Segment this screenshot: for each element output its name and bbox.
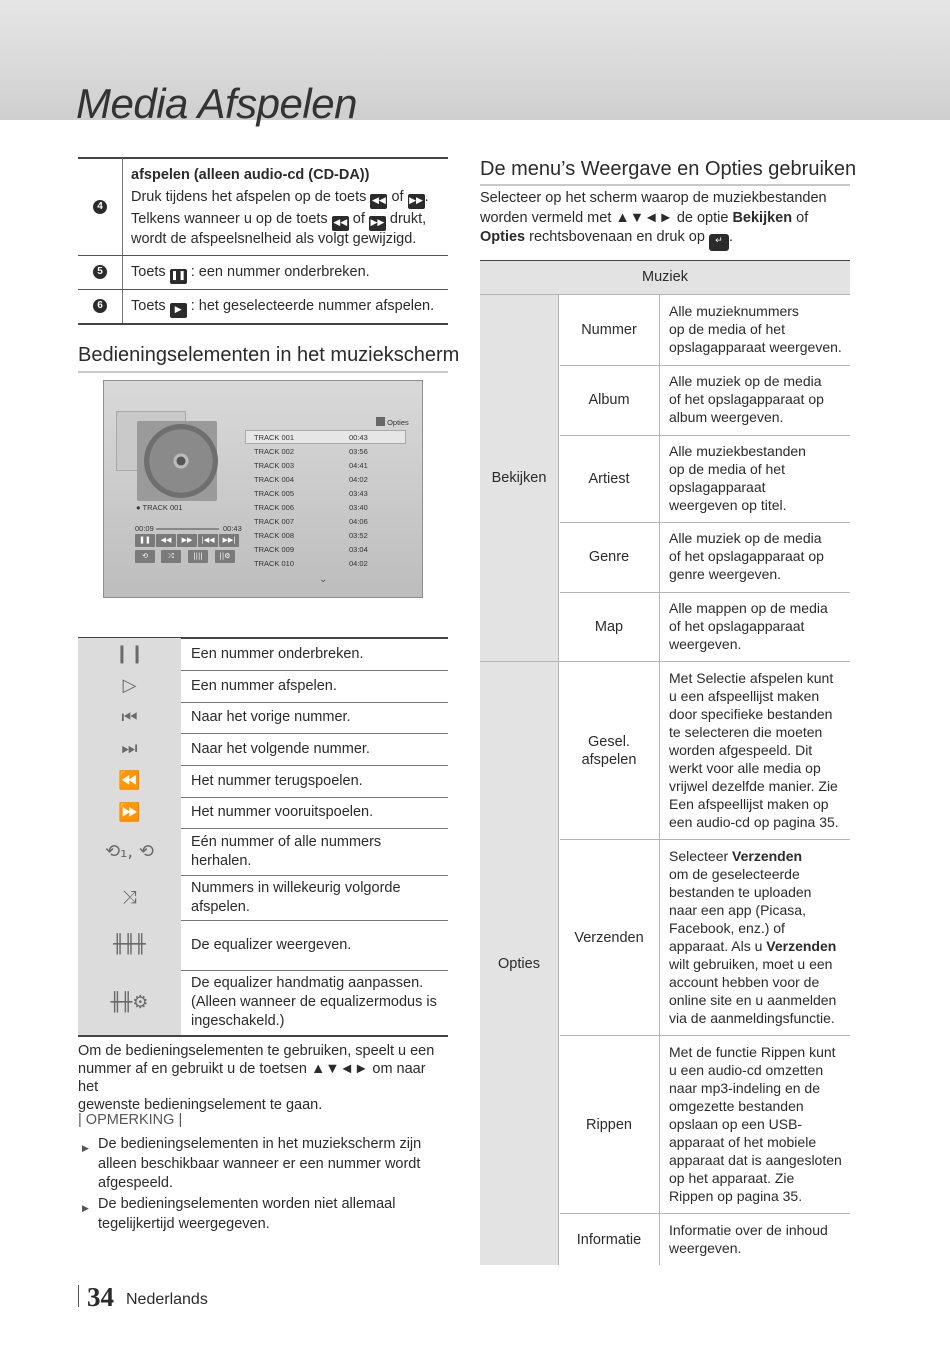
options-label: Opties xyxy=(387,418,409,427)
equalizer-manual-icon: ╫╫⚙ xyxy=(78,970,181,1035)
row-description xyxy=(191,803,446,822)
intro-line3-b: rechtsbovenaan en druk op xyxy=(529,229,705,245)
description-line: u een audio-cd omzetten xyxy=(669,1062,824,1078)
instructions-line3: gewenste bedieningselement te gaan. xyxy=(78,1097,323,1113)
current-track-label: ● TRACK 001 xyxy=(136,503,183,512)
footer-bar xyxy=(78,1285,79,1307)
fast-forward-button[interactable]: ▶▶ xyxy=(177,534,197,547)
verzenden-l6-a: apparaat. Als u xyxy=(669,938,763,954)
row-description-line: afspelen. xyxy=(191,899,250,915)
equalizer-manual-button[interactable]: ||⚙ xyxy=(215,550,235,563)
track-name: TRACK 003 xyxy=(254,461,295,470)
row-description xyxy=(191,677,446,696)
track-name: TRACK 010 xyxy=(254,559,295,568)
track-name: TRACK 006 xyxy=(254,503,295,512)
verzenden-line4: naar een app (Picasa, xyxy=(669,902,806,918)
step-number-6: 6 xyxy=(93,299,107,313)
current-track-name: TRACK 001 xyxy=(142,503,183,512)
intro-line2-c: of xyxy=(796,209,809,226)
note-item-2 xyxy=(98,1195,395,1234)
column-divider xyxy=(558,295,559,1265)
row-description xyxy=(191,936,446,955)
verzenden-line9: online site en u aanmelden xyxy=(669,992,837,1008)
table-row xyxy=(78,765,448,797)
track-time: 04:41 xyxy=(349,461,368,470)
track-time: 00:43 xyxy=(349,433,368,442)
bullet-arrow-icon: ▶ xyxy=(82,1203,89,1213)
track-time: 03:56 xyxy=(349,447,368,456)
row4-line1-a: Druk tijdens het afspelen op de toets xyxy=(131,189,367,205)
table-top-rule xyxy=(78,157,448,159)
row5-text-a: Toets xyxy=(131,264,166,280)
option-description xyxy=(669,529,847,583)
music-table-header: Muziek xyxy=(480,261,850,294)
note-heading: | OPMERKING | xyxy=(78,1112,183,1128)
cd-disc-icon xyxy=(144,424,218,498)
description-line: Met de functie Rippen kunt xyxy=(669,1044,836,1060)
play-key-icon: ▶ xyxy=(170,303,187,318)
intro-bekijken: Bekijken xyxy=(732,209,793,226)
row-description xyxy=(191,974,446,1031)
row-description-line: Het nummer terugspoelen. xyxy=(191,773,363,789)
next-track-icon: ⏭ xyxy=(78,733,181,765)
row-description-line: ingeschakeld.) xyxy=(191,1013,285,1029)
intro-line2 xyxy=(480,209,852,229)
track-time: 03:04 xyxy=(349,545,368,554)
gesel-name-2: afspelen xyxy=(581,751,637,768)
informatie-description xyxy=(669,1221,847,1257)
description-line: weergeven. xyxy=(669,1240,742,1256)
description-line: opslagapparaat xyxy=(669,479,766,495)
shuffle-icon: ⤨ xyxy=(78,875,181,920)
option-rippen xyxy=(560,1036,658,1213)
description-line: te selecteren die moeten xyxy=(669,724,823,740)
description-line: opslagapparaat weergeven. xyxy=(669,339,842,355)
time-elapsed: 00:09 xyxy=(135,524,154,533)
play-icon: ▷ xyxy=(78,670,181,702)
row-description xyxy=(191,645,446,664)
next-track-button[interactable]: ▶▶| xyxy=(219,534,239,547)
track-time: 03:40 xyxy=(349,503,368,512)
previous-track-button[interactable]: |◀◀ xyxy=(198,534,218,547)
instructions-line1: Om de bedieningselementen te gebruiken, speelt u een xyxy=(78,1043,435,1059)
track-name: TRACK 004 xyxy=(254,475,295,484)
row-separator xyxy=(78,255,448,256)
step-number-5: 5 xyxy=(93,265,107,279)
track-time: 04:02 xyxy=(349,475,368,484)
table-row xyxy=(78,875,448,920)
row-separator xyxy=(78,289,448,290)
description-line: of het opslagapparaat xyxy=(669,618,805,634)
category-bekijken xyxy=(480,295,558,661)
gesel-description xyxy=(669,669,847,831)
table-bottom-rule xyxy=(78,323,448,325)
gesel-name-1: Gesel. xyxy=(588,733,630,750)
note-item-1-line2: alleen beschikbaar wanneer er een nummer wordt xyxy=(98,1155,421,1172)
row-description xyxy=(191,740,446,759)
note-item-1-line1: De bedieningselementen in het muziekscherm zijn xyxy=(98,1136,422,1152)
description-line: apparaat dat is aangesloten xyxy=(669,1152,842,1168)
category-opties xyxy=(480,662,558,1265)
description-line: apparaat of het mobiele xyxy=(669,1134,817,1150)
verzenden-line6 xyxy=(669,937,847,955)
fast-forward-key-icon: ▶▶ xyxy=(369,216,386,231)
rewind-button[interactable]: ◀◀ xyxy=(156,534,176,547)
row-description xyxy=(191,833,446,871)
intro-line3 xyxy=(480,228,852,251)
row-description-line: Naar het vorige nummer. xyxy=(191,709,351,725)
option-description xyxy=(669,372,847,426)
category-bekijken-label: Bekijken xyxy=(491,470,547,486)
table-row xyxy=(78,828,448,875)
row-description xyxy=(191,879,446,917)
category-opties-label: Opties xyxy=(498,955,540,972)
option-name: Genre xyxy=(588,549,630,565)
description-line: album weergeven. xyxy=(669,409,784,425)
intro-line3-c: . xyxy=(728,229,733,245)
rewind-key-icon: ◀◀ xyxy=(332,216,349,231)
option-artiest xyxy=(560,435,658,522)
row4-line1-b: of xyxy=(391,189,404,205)
verzenden-line3: bestanden te uploaden xyxy=(669,884,812,900)
repeat-icon: ⟲₁, ⟲ xyxy=(78,828,181,875)
section-underline xyxy=(78,371,448,373)
bullet-arrow-icon: ▶ xyxy=(82,1143,89,1153)
description-line: vrijwel dezelfde manier. Zie xyxy=(669,778,838,794)
row4-line2-b: of xyxy=(352,211,365,227)
description-line: Met Selectie afspelen kunt xyxy=(669,670,834,686)
section-underline xyxy=(480,184,850,186)
music-screen-screenshot xyxy=(103,380,423,598)
description-line: genre weergeven. xyxy=(669,566,782,582)
verzenden-line10: via de aanmeldingsfunctie. xyxy=(669,1010,835,1026)
option-genre xyxy=(560,522,658,592)
row-description-line: Het nummer vooruitspoelen. xyxy=(191,804,374,820)
option-informatie xyxy=(560,1214,658,1265)
menus-intro xyxy=(480,189,852,251)
description-line: Een afspeellijst maken op xyxy=(669,796,829,812)
row-description-line: Nummers in willekeurig volgorde xyxy=(191,880,401,896)
row6-text-a: Toets xyxy=(131,298,166,314)
track-time: 04:02 xyxy=(349,559,368,568)
row6-text-b: : het geselecteerde nummer afspelen. xyxy=(190,298,435,314)
row-description-line: De equalizer weergeven. xyxy=(191,937,352,953)
table-row xyxy=(78,670,448,702)
option-map xyxy=(560,592,658,661)
table-row xyxy=(78,638,448,670)
table-row xyxy=(78,920,448,970)
description-line: of het opslagapparaat op xyxy=(669,548,824,564)
description-line: door specifieke bestanden xyxy=(669,706,833,722)
row-description-line: Eén nummer of alle nummers xyxy=(191,834,382,850)
option-name: Nummer xyxy=(581,322,637,338)
track-time: 04:06 xyxy=(349,517,368,526)
fast-forward-icon: ⏩ xyxy=(78,797,181,828)
description-line: weergeven op titel. xyxy=(669,497,787,513)
row6-text xyxy=(131,297,434,318)
row4-line1 xyxy=(131,188,429,209)
row4-line2-c: drukt, xyxy=(389,211,427,227)
pause-button[interactable]: ❚❚ xyxy=(135,534,155,547)
table-row xyxy=(78,797,448,828)
enter-key-icon: ↵ xyxy=(709,234,729,251)
option-description xyxy=(669,442,847,514)
description-line: op de media of het xyxy=(669,461,785,477)
row4-line2 xyxy=(131,210,426,231)
note-item-2-line1: De bedieningselementen worden niet allemaal xyxy=(98,1196,396,1212)
chevron-down-icon[interactable]: ⌄ xyxy=(319,574,328,585)
verzenden-l1-a: Selecteer xyxy=(669,848,729,864)
description-line: een audio-cd op pagina 35. xyxy=(669,814,839,830)
description-line: Alle muzieknummers xyxy=(669,303,799,319)
verzenden-line1 xyxy=(669,847,847,865)
verzenden-description xyxy=(669,847,847,1027)
previous-track-icon: ⏮ xyxy=(78,702,181,733)
description-line: u een afspeellijst maken xyxy=(669,688,820,704)
track-time: 03:43 xyxy=(349,489,368,498)
rewind-icon: ⏪ xyxy=(78,765,181,797)
intro-opties: Opties xyxy=(480,229,526,245)
table-row xyxy=(78,733,448,765)
table-row xyxy=(78,702,448,733)
equalizer-icon: ╫╫╫ xyxy=(78,920,181,970)
progress-bar[interactable] xyxy=(156,528,219,530)
option-name: Artiest xyxy=(588,470,630,487)
description-line: Alle mappen op de media xyxy=(669,600,828,616)
description-line: Informatie over de inhoud xyxy=(669,1222,828,1238)
verzenden-line5: Facebook, enz.) of xyxy=(669,920,785,936)
option-name: Album xyxy=(588,392,630,408)
row-description-line: (Alleen wanneer de equalizermodus is xyxy=(191,994,437,1010)
track-name: TRACK 007 xyxy=(254,517,295,526)
intro-line2-a: worden vermeld met ▲▼◄► de optie xyxy=(480,209,729,226)
verzenden-name: Verzenden xyxy=(574,929,644,946)
intro-line1: Selecteer op het scherm waarop de muziekbestanden xyxy=(480,190,827,206)
fast-forward-key-icon: ▶▶ xyxy=(408,194,425,209)
description-line: of het opslagapparaat op xyxy=(669,391,824,407)
description-line: naar mp3-indeling en de xyxy=(669,1080,820,1096)
description-line: op de media of het xyxy=(669,321,785,337)
row4-line2-a: Telkens wanneer u op de toets xyxy=(131,211,328,227)
option-verzenden xyxy=(560,840,658,1035)
row4-title: afspelen (alleen audio-cd (CD-DA)) xyxy=(131,167,370,183)
table-row xyxy=(78,970,448,1035)
row-description-line: herhalen. xyxy=(191,853,252,869)
description-line: worden afgespeeld. Dit xyxy=(669,742,813,758)
row-description xyxy=(191,772,446,791)
option-album xyxy=(560,365,658,435)
equalizer-button[interactable]: |||| xyxy=(188,550,208,563)
track-name: TRACK 008 xyxy=(254,531,295,540)
option-gesel-afspelen xyxy=(560,662,658,839)
section-title-menus: De menu’s Weergave en Opties gebruiken xyxy=(480,158,857,180)
option-name: Map xyxy=(594,618,624,635)
row5-text xyxy=(131,263,370,284)
verzenden-line7: wilt gebruiken, moet u een xyxy=(669,956,833,972)
row-description-line: Naar het volgende nummer. xyxy=(191,741,370,757)
description-line: weergeven. xyxy=(669,636,742,652)
track-name: TRACK 005 xyxy=(254,489,295,498)
track-name: TRACK 002 xyxy=(254,447,295,456)
description-line: Alle muziekbestanden xyxy=(669,443,806,459)
pause-icon: ❙❙ xyxy=(78,638,181,670)
instructions-line2: nummer af en gebruikt u de toetsen ▲▼◄► om naar het xyxy=(78,1061,426,1095)
row-description xyxy=(191,708,446,727)
verzenden-l1-b: Verzenden xyxy=(732,848,803,864)
row-description-line: Een nummer afspelen. xyxy=(191,678,337,694)
repeat-button[interactable]: ⟲ xyxy=(135,550,155,563)
row-description-line: De equalizer handmatig aanpassen. xyxy=(191,975,424,991)
description-line: op het apparaat. Zie xyxy=(669,1170,795,1186)
note-item-2-line2: tegelijkertijd weergegeven. xyxy=(98,1215,270,1232)
track-name: TRACK 001 xyxy=(254,433,295,442)
description-line: Alle muziek op de media xyxy=(669,530,822,546)
rewind-key-icon: ◀◀ xyxy=(370,194,387,209)
rippen-name: Rippen xyxy=(586,1116,632,1133)
row4-line3: wordt de afspeelsnelheid als volgt gewijzigd. xyxy=(131,231,417,247)
option-nummer xyxy=(560,295,658,365)
instructions xyxy=(78,1042,448,1114)
description-line: werkt voor alle media op xyxy=(669,760,821,776)
time-total: 00:43 xyxy=(223,524,242,533)
table-divider xyxy=(122,158,123,325)
informatie-name: Informatie xyxy=(576,1231,642,1248)
verzenden-l6-b: Verzenden xyxy=(766,938,837,954)
pause-key-icon: ❚❚ xyxy=(170,269,187,284)
note-item-1 xyxy=(98,1135,421,1194)
option-description xyxy=(669,599,847,653)
footer-language: Nederlands xyxy=(126,1291,208,1308)
track-time: 03:52 xyxy=(349,531,368,540)
verzenden-line2: om de geselecteerde xyxy=(669,866,800,882)
options-button[interactable] xyxy=(376,417,409,427)
description-line: opslaan op een USB- xyxy=(669,1116,803,1132)
track-name: TRACK 009 xyxy=(254,545,295,554)
row5-text-b: : een nummer onderbreken. xyxy=(190,264,370,280)
description-line: omgezette bestanden xyxy=(669,1098,804,1114)
row-separator xyxy=(480,661,850,662)
row-description-line: Een nummer onderbreken. xyxy=(191,646,364,662)
verzenden-line8: account hebben voor de xyxy=(669,974,820,990)
rippen-description xyxy=(669,1043,847,1205)
description-line: Alle muziek op de media xyxy=(669,373,822,389)
page-title: Media Afspelen xyxy=(76,80,357,127)
column-divider xyxy=(659,295,660,1265)
note-item-1-line3: afgespeeld. xyxy=(98,1175,173,1191)
section-title-controls: Bedieningselementen in het muziekscherm xyxy=(78,344,460,366)
description-line: Rippen op pagina 35. xyxy=(669,1188,803,1204)
page-number: 34 xyxy=(87,1282,114,1312)
option-description xyxy=(669,302,847,356)
shuffle-button[interactable]: ⤮ xyxy=(161,550,181,563)
row-separator xyxy=(78,1035,448,1037)
row4-line1-c: . xyxy=(424,189,429,205)
step-number-4: 4 xyxy=(93,200,107,214)
